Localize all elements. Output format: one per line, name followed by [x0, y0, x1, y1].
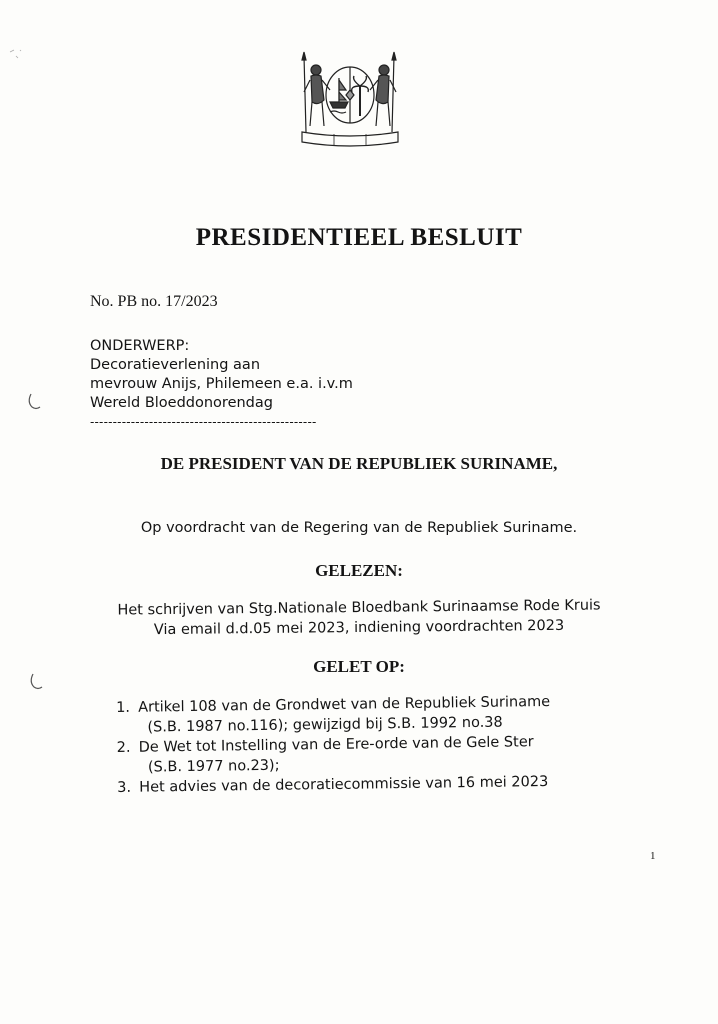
proposal-text: Op voordracht van de Regering van de Republiek Suriname. — [140, 520, 578, 536]
list-item-number: 2. — [116, 739, 131, 756]
list-item-line: De Wet tot Instelling van de Ere-orde van de Gele Ster — [138, 734, 534, 756]
considering-heading: GELET OP: — [313, 657, 405, 676]
subject-line: Wereld Bloeddonorendag — [90, 395, 273, 411]
list-item — [117, 732, 551, 778]
read-line: Via email d.d.05 mei 2023, indiening voordrachten 2023 — [153, 617, 565, 639]
subject-block — [90, 337, 353, 413]
list-item-line: (S.B. 1987 no.116); gewijzigd bij S.B. 1992 no.38 — [147, 714, 503, 736]
list-item-line: (S.B. 1977 no.23); — [147, 757, 280, 776]
read-heading: GELEZEN: — [315, 561, 403, 580]
list-item — [116, 692, 550, 738]
list-item-number: 1. — [116, 699, 131, 716]
read-text — [0, 598, 718, 638]
punch-hole-mark — [28, 672, 44, 692]
decree-number: No. PB no. 17/2023 — [90, 293, 218, 310]
subject-line: Decoratieverlening aan — [90, 357, 261, 373]
subject-line: mevrouw Anijs, Philemeen e.a. i.v.m — [90, 376, 353, 392]
document-title: PRESIDENTIEEL BESLUIT — [195, 224, 523, 251]
considering-list — [116, 692, 551, 798]
list-item-line: Artikel 108 van de Grondwet van de Republiek Suriname — [138, 693, 551, 716]
punch-hole-mark — [26, 392, 42, 412]
coat-of-arms-emblem — [294, 50, 406, 150]
read-line: Het schrijven van Stg.Nationale Bloedbank Surinaamse Rode Kruis — [117, 597, 601, 619]
page-number: 1 — [650, 850, 656, 862]
president-heading: DE PRESIDENT VAN DE REPUBLIEK SURINAME, — [160, 454, 558, 473]
divider-line: -------------------------------------------------- — [90, 415, 317, 429]
subject-heading: ONDERWERP: — [90, 338, 190, 354]
list-item-line: Het advies van de decoratiecommissie van 16 mei 2023 — [139, 773, 549, 796]
list-item-number: 3. — [117, 779, 132, 796]
scan-speck-mark — [8, 46, 28, 66]
